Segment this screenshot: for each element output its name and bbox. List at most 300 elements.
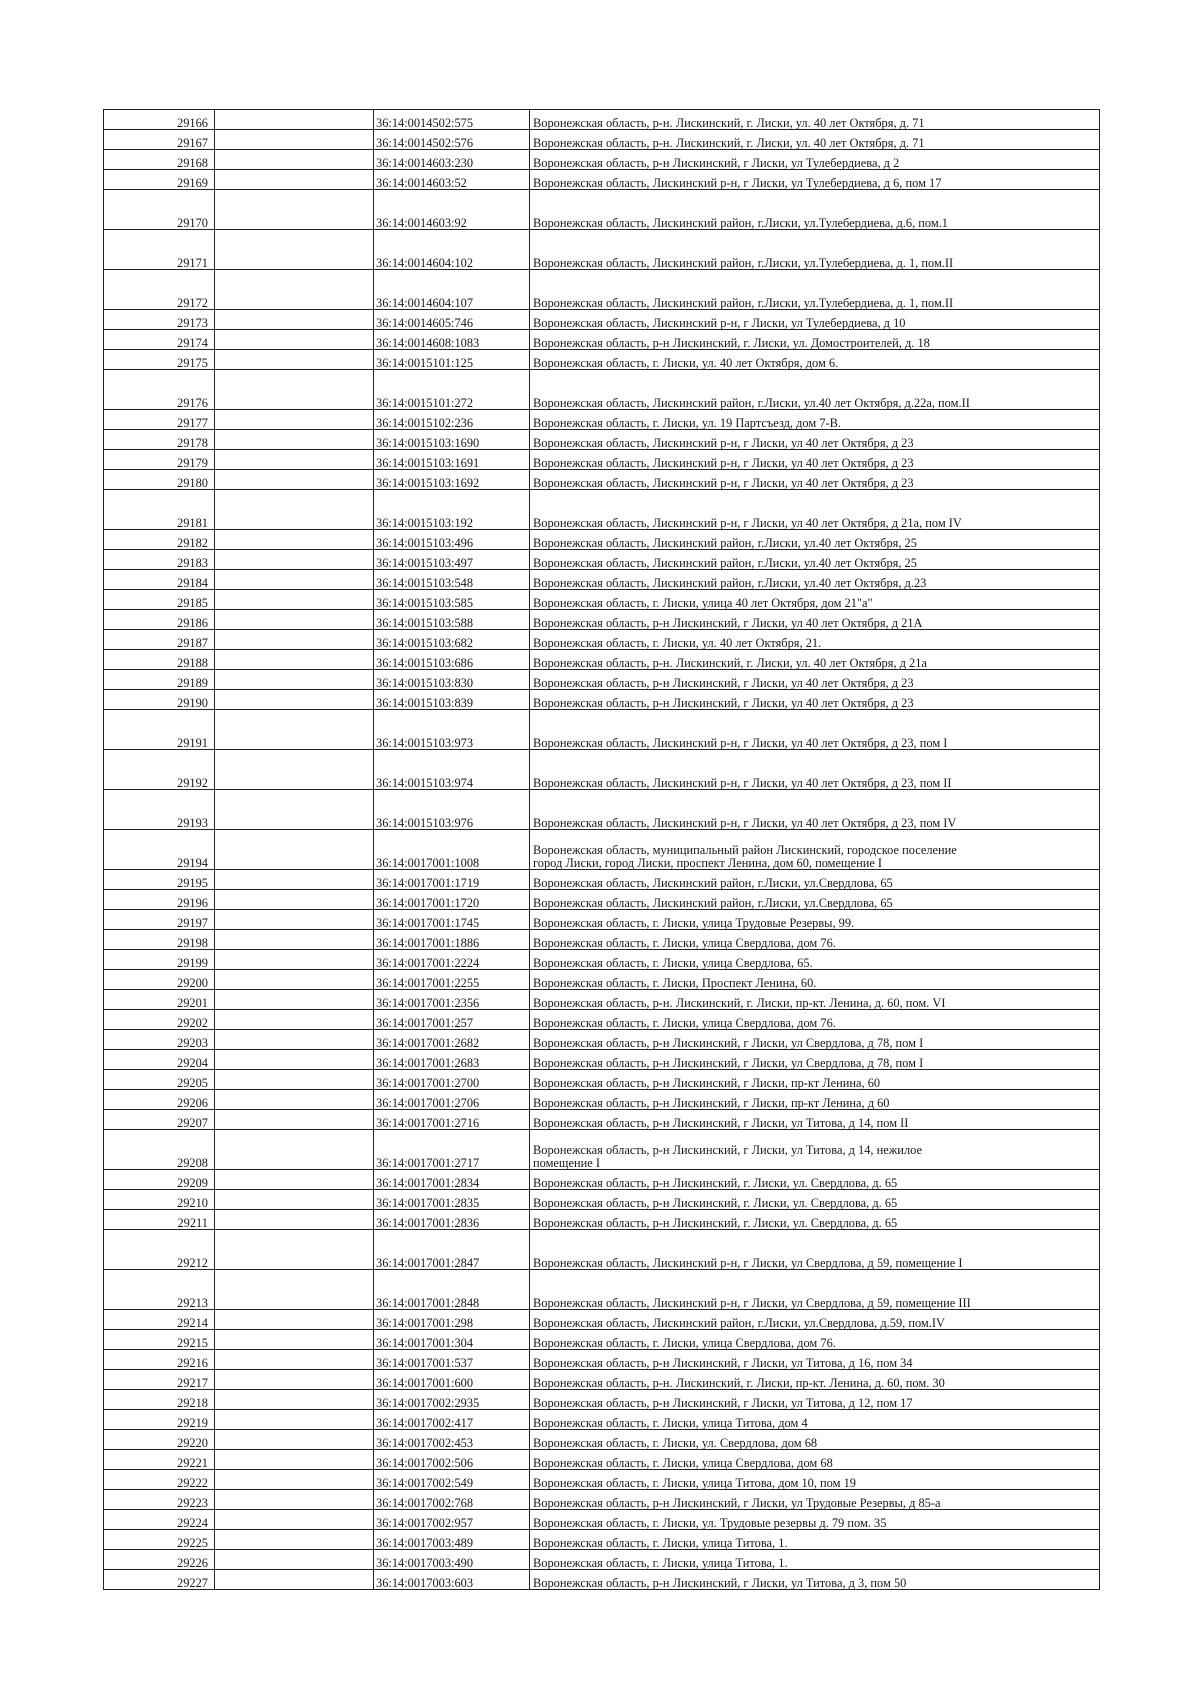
cadastral-number-cell: 36:14:0015101:125 xyxy=(374,350,530,370)
table-row xyxy=(104,1490,1100,1510)
empty-cell xyxy=(215,750,374,790)
address-line: Воронежская область, р-н Лискинский, г Лиски, пр-кт Ленина, д 60 xyxy=(533,1095,890,1110)
address-cell xyxy=(530,1470,1100,1490)
address-line: Воронежская область, р-н Лискинский, г Лиски, ул 40 лет Октября, д 21А xyxy=(533,615,923,630)
table-row xyxy=(104,130,1100,150)
address-line: Воронежская область, Лискинский р-н, г Лиски, ул 40 лет Октября, д 23 xyxy=(533,455,914,470)
cadastral-number-cell: 36:14:0015103:548 xyxy=(374,570,530,590)
empty-cell xyxy=(215,950,374,970)
address-cell xyxy=(530,490,1100,530)
cadastral-number-cell: 36:14:0017002:2935 xyxy=(374,1390,530,1410)
empty-cell xyxy=(215,1330,374,1350)
table-row xyxy=(104,1450,1100,1470)
cadastral-number-cell: 36:14:0017001:600 xyxy=(374,1370,530,1390)
cadastral-number-cell: 36:14:0014604:107 xyxy=(374,270,530,310)
address-line: Воронежская область, Лискинский район, г.Лиски, ул.40 лет Октября, 25 xyxy=(533,535,917,550)
cadastral-number-cell: 36:14:0017001:2706 xyxy=(374,1090,530,1110)
cadastral-number-cell: 36:14:0015103:1692 xyxy=(374,470,530,490)
address-cell xyxy=(530,710,1100,750)
table-row xyxy=(104,870,1100,890)
cadastral-number-cell: 36:14:0014605:746 xyxy=(374,310,530,330)
address-cell xyxy=(530,1010,1100,1030)
empty-cell xyxy=(215,1190,374,1210)
row-number-cell: 29203 xyxy=(104,1030,215,1050)
row-number-cell: 29207 xyxy=(104,1110,215,1130)
empty-cell xyxy=(215,1090,374,1110)
row-number-cell: 29210 xyxy=(104,1190,215,1210)
address-cell xyxy=(530,1490,1100,1510)
cadastral-number-cell: 36:14:0017002:957 xyxy=(374,1510,530,1530)
table-row xyxy=(104,190,1100,230)
row-number-cell: 29226 xyxy=(104,1550,215,1570)
row-number-cell: 29201 xyxy=(104,990,215,1010)
cadastral-number-cell: 36:14:0017001:2834 xyxy=(374,1170,530,1190)
address-cell xyxy=(530,110,1100,130)
address-cell xyxy=(530,230,1100,270)
table-row xyxy=(104,890,1100,910)
row-number-cell: 29174 xyxy=(104,330,215,350)
row-number-cell: 29172 xyxy=(104,270,215,310)
table-row xyxy=(104,1390,1100,1410)
address-cell xyxy=(530,1310,1100,1330)
row-number-cell: 29181 xyxy=(104,490,215,530)
address-cell xyxy=(530,1030,1100,1050)
address-line: помещение I xyxy=(533,1155,600,1170)
row-number-cell: 29189 xyxy=(104,670,215,690)
row-number-cell: 29175 xyxy=(104,350,215,370)
table-row xyxy=(104,1470,1100,1490)
address-cell xyxy=(530,690,1100,710)
table-row xyxy=(104,1350,1100,1370)
table-row xyxy=(104,610,1100,630)
cadastral-number-cell: 36:14:0017001:2224 xyxy=(374,950,530,970)
address-line: Воронежская область, р-н Лискинский, г Лиски, ул 40 лет Октября, д 23 xyxy=(533,695,914,710)
address-cell xyxy=(530,750,1100,790)
address-cell xyxy=(530,1330,1100,1350)
cadastral-number-cell: 36:14:0015103:1691 xyxy=(374,450,530,470)
address-line: Воронежская область, Лискинский р-н, г Лиски, ул 40 лет Октября, д 23, пом I xyxy=(533,735,948,750)
table-row xyxy=(104,1050,1100,1070)
empty-cell xyxy=(215,1130,374,1170)
cadastral-number-cell: 36:14:0017001:1886 xyxy=(374,930,530,950)
cadastral-number-cell: 36:14:0015103:976 xyxy=(374,790,530,830)
address-cell xyxy=(530,1550,1100,1570)
table-row xyxy=(104,1410,1100,1430)
address-line: Воронежская область, Лискинский р-н, г Лиски, ул 40 лет Октября, д 23, пом IV xyxy=(533,815,957,830)
row-number-cell: 29179 xyxy=(104,450,215,470)
address-line: Воронежская область, Лискинский район, г.Лиски, ул.Свердлова, д.59, пом.IV xyxy=(533,1315,945,1330)
cadastral-number-cell: 36:14:0015103:839 xyxy=(374,690,530,710)
empty-cell xyxy=(215,1170,374,1190)
table-row xyxy=(104,150,1100,170)
address-cell xyxy=(530,450,1100,470)
address-line: Воронежская область, Лискинский р-н, г Лиски, ул Свердлова, д 59, помещение III xyxy=(533,1295,971,1310)
table-row xyxy=(104,570,1100,590)
row-number-cell: 29216 xyxy=(104,1350,215,1370)
row-number-cell: 29171 xyxy=(104,230,215,270)
row-number-cell: 29222 xyxy=(104,1470,215,1490)
cadastral-number-cell: 36:14:0014604:102 xyxy=(374,230,530,270)
empty-cell xyxy=(215,990,374,1010)
address-cell xyxy=(530,1110,1100,1130)
row-number-cell: 29215 xyxy=(104,1330,215,1350)
address-cell xyxy=(530,170,1100,190)
row-number-cell: 29193 xyxy=(104,790,215,830)
address-cell xyxy=(530,650,1100,670)
address-line: Воронежская область, р-н Лискинский, г Лиски, ул Титова, д 3, пом 50 xyxy=(533,1575,907,1590)
registry-table-body xyxy=(104,110,1100,1590)
empty-cell xyxy=(215,350,374,370)
table-row xyxy=(104,1170,1100,1190)
row-number-cell: 29168 xyxy=(104,150,215,170)
cadastral-number-cell: 36:14:0017001:2835 xyxy=(374,1190,530,1210)
cadastral-number-cell: 36:14:0015103:974 xyxy=(374,750,530,790)
table-row xyxy=(104,1030,1100,1050)
empty-cell xyxy=(215,1490,374,1510)
address-line: Воронежская область, р-н Лискинский, г. Лиски, ул. Свердлова, д. 65 xyxy=(533,1195,898,1210)
empty-cell xyxy=(215,1350,374,1370)
cadastral-number-cell: 36:14:0017002:417 xyxy=(374,1410,530,1430)
row-number-cell: 29224 xyxy=(104,1510,215,1530)
table-row xyxy=(104,470,1100,490)
cadastral-number-cell: 36:14:0017001:1719 xyxy=(374,870,530,890)
address-line: Воронежская область, Лискинский р-н, г Лиски, ул 40 лет Октября, д 23, пом II xyxy=(533,775,952,790)
address-line: Воронежская область, р-н Лискинский, г. Лиски, ул. Домостроителей, д. 18 xyxy=(533,335,930,350)
address-line: Воронежская область, р-н Лискинский, г Лиски, пр-кт Ленина, 60 xyxy=(533,1075,881,1090)
address-cell xyxy=(530,1270,1100,1310)
empty-cell xyxy=(215,1510,374,1530)
cadastral-number-cell: 36:14:0017001:2356 xyxy=(374,990,530,1010)
empty-cell xyxy=(215,410,374,430)
cadastral-number-cell: 36:14:0017001:1745 xyxy=(374,910,530,930)
row-number-cell: 29169 xyxy=(104,170,215,190)
table-row xyxy=(104,1430,1100,1450)
address-cell xyxy=(530,910,1100,930)
table-row xyxy=(104,970,1100,990)
table-row xyxy=(104,1090,1100,1110)
row-number-cell: 29205 xyxy=(104,1070,215,1090)
address-line: Воронежская область, р-н Лискинский, г Лиски, ул Тулебердиева, д 2 xyxy=(533,155,900,170)
row-number-cell: 29219 xyxy=(104,1410,215,1430)
address-line: Воронежская область, р-н. Лискинский, г. Лиски, пр-кт. Ленина, д. 60, пом. VI xyxy=(533,995,946,1010)
row-number-cell: 29195 xyxy=(104,870,215,890)
table-row xyxy=(104,930,1100,950)
table-row xyxy=(104,1230,1100,1270)
address-line: Воронежская область, г. Лиски, улица Титова, дом 4 xyxy=(533,1415,808,1430)
address-cell xyxy=(530,610,1100,630)
table-row xyxy=(104,1130,1100,1170)
empty-cell xyxy=(215,570,374,590)
cadastral-number-cell: 36:14:0014603:230 xyxy=(374,150,530,170)
address-line: Воронежская область, Лискинский район, г.Лиски, ул.Тулебердиева, д. 1, пом.II xyxy=(533,295,954,310)
address-cell xyxy=(530,1170,1100,1190)
row-number-cell: 29187 xyxy=(104,630,215,650)
address-cell xyxy=(530,570,1100,590)
address-cell xyxy=(530,1350,1100,1370)
address-cell xyxy=(530,1410,1100,1430)
table-row xyxy=(104,830,1100,870)
address-line: Воронежская область, р-н Лискинский, г Лиски, ул Свердлова, д 78, пом I xyxy=(533,1035,924,1050)
table-row xyxy=(104,490,1100,530)
cadastral-number-cell: 36:14:0015102:236 xyxy=(374,410,530,430)
address-line: Воронежская область, р-н. Лискинский, г. Лиски, ул. 40 лет Октября, д. 71 xyxy=(533,135,925,150)
empty-cell xyxy=(215,1530,374,1550)
cadastral-number-cell: 36:14:0015101:272 xyxy=(374,370,530,410)
cadastral-number-cell: 36:14:0017001:298 xyxy=(374,1310,530,1330)
row-number-cell: 29213 xyxy=(104,1270,215,1310)
table-row xyxy=(104,430,1100,450)
cadastral-number-cell: 36:14:0015103:497 xyxy=(374,550,530,570)
row-number-cell: 29196 xyxy=(104,890,215,910)
row-number-cell: 29170 xyxy=(104,190,215,230)
empty-cell xyxy=(215,870,374,890)
cadastral-number-cell: 36:14:0017001:2700 xyxy=(374,1070,530,1090)
row-number-cell: 29191 xyxy=(104,710,215,750)
empty-cell xyxy=(215,430,374,450)
row-number-cell: 29199 xyxy=(104,950,215,970)
table-row xyxy=(104,270,1100,310)
cadastral-number-cell: 36:14:0017001:2683 xyxy=(374,1050,530,1070)
address-line: Воронежская область, р-н Лискинский, г. Лиски, ул. Свердлова, д. 65 xyxy=(533,1215,898,1230)
row-number-cell: 29202 xyxy=(104,1010,215,1030)
row-number-cell: 29173 xyxy=(104,310,215,330)
table-row xyxy=(104,1110,1100,1130)
row-number-cell: 29221 xyxy=(104,1450,215,1470)
row-number-cell: 29209 xyxy=(104,1170,215,1190)
cadastral-number-cell: 36:14:0017001:2848 xyxy=(374,1270,530,1310)
cadastral-number-cell: 36:14:0017001:2847 xyxy=(374,1230,530,1270)
cadastral-number-cell: 36:14:0014603:52 xyxy=(374,170,530,190)
table-row xyxy=(104,410,1100,430)
address-cell xyxy=(530,430,1100,450)
cadastral-number-cell: 36:14:0015103:192 xyxy=(374,490,530,530)
address-line: Воронежская область, г. Лиски, ул. 40 лет Октября, дом 6. xyxy=(533,355,839,370)
address-line: Воронежская область, г. Лиски, Проспект Ленина, 60. xyxy=(533,975,817,990)
row-number-cell: 29188 xyxy=(104,650,215,670)
address-cell xyxy=(530,890,1100,910)
cadastral-number-cell: 36:14:0017001:2682 xyxy=(374,1030,530,1050)
table-row xyxy=(104,990,1100,1010)
empty-cell xyxy=(215,590,374,610)
table-row xyxy=(104,350,1100,370)
address-line: Воронежская область, Лискинский район, г.Лиски, ул.40 лет Октября, д.23 xyxy=(533,575,927,590)
empty-cell xyxy=(215,1210,374,1230)
address-line: Воронежская область, г. Лиски, улица Свердлова, 65. xyxy=(533,955,813,970)
address-line: Воронежская область, г. Лиски, улица Титова, 1. xyxy=(533,1555,788,1570)
cadastral-number-cell: 36:14:0014502:575 xyxy=(374,110,530,130)
empty-cell xyxy=(215,1430,374,1450)
address-line: Воронежская область, г. Лиски, улица Трудовые Резервы, 99. xyxy=(533,915,855,930)
address-cell xyxy=(530,130,1100,150)
row-number-cell: 29183 xyxy=(104,550,215,570)
row-number-cell: 29218 xyxy=(104,1390,215,1410)
cadastral-number-cell: 36:14:0015103:686 xyxy=(374,650,530,670)
table-row xyxy=(104,950,1100,970)
row-number-cell: 29208 xyxy=(104,1130,215,1170)
address-cell xyxy=(530,1390,1100,1410)
address-line: Воронежская область, г. Лиски, улица Свердлова, дом 76. xyxy=(533,935,836,950)
row-number-cell: 29178 xyxy=(104,430,215,450)
address-cell xyxy=(530,370,1100,410)
table-row xyxy=(104,1510,1100,1530)
address-line: Воронежская область, р-н Лискинский, г Лиски, ул Титова, д 14, пом II xyxy=(533,1115,909,1130)
table-row xyxy=(104,450,1100,470)
address-cell xyxy=(530,630,1100,650)
empty-cell xyxy=(215,1050,374,1070)
row-number-cell: 29217 xyxy=(104,1370,215,1390)
address-line: Воронежская область, р-н Лискинский, г Лиски, ул Титова, д 16, пом 34 xyxy=(533,1355,913,1370)
address-line: Воронежская область, г. Лиски, ул. 19 Партсъезд, дом 7-В. xyxy=(533,415,842,430)
address-cell xyxy=(530,530,1100,550)
empty-cell xyxy=(215,1370,374,1390)
row-number-cell: 29197 xyxy=(104,910,215,930)
address-line: Воронежская область, г. Лиски, улица Свердлова, дом 76. xyxy=(533,1335,836,1350)
row-number-cell: 29227 xyxy=(104,1570,215,1590)
table-row xyxy=(104,530,1100,550)
empty-cell xyxy=(215,530,374,550)
empty-cell xyxy=(215,1470,374,1490)
empty-cell xyxy=(215,910,374,930)
address-line: Воронежская область, р-н Лискинский, г Лиски, ул Свердлова, д 78, пом I xyxy=(533,1055,924,1070)
empty-cell xyxy=(215,330,374,350)
table-row xyxy=(104,910,1100,930)
row-number-cell: 29225 xyxy=(104,1530,215,1550)
row-number-cell: 29204 xyxy=(104,1050,215,1070)
cadastral-number-cell: 36:14:0017002:506 xyxy=(374,1450,530,1470)
address-line: Воронежская область, Лискинский р-н, г Лиски, ул 40 лет Октября, д 23 xyxy=(533,475,914,490)
address-cell xyxy=(530,1190,1100,1210)
address-line: Воронежская область, Лискинский р-н, г Лиски, ул Тулебердиева, д 6, пом 17 xyxy=(533,175,942,190)
address-line: Воронежская область, Лискинский район, г.Лиски, ул.Свердлова, 65 xyxy=(533,895,893,910)
empty-cell xyxy=(215,450,374,470)
address-line: Воронежская область, р-н Лискинский, г Лиски, ул Титова, д 12, пом 17 xyxy=(533,1395,913,1410)
empty-cell xyxy=(215,830,374,870)
empty-cell xyxy=(215,1310,374,1330)
table-row xyxy=(104,750,1100,790)
table-row xyxy=(104,110,1100,130)
table-row xyxy=(104,1570,1100,1590)
empty-cell xyxy=(215,550,374,570)
address-cell xyxy=(530,1510,1100,1530)
empty-cell xyxy=(215,710,374,750)
address-cell xyxy=(530,670,1100,690)
address-cell xyxy=(530,930,1100,950)
address-line: Воронежская область, г. Лиски, ул. 40 лет Октября, 21. xyxy=(533,635,822,650)
row-number-cell: 29190 xyxy=(104,690,215,710)
address-line: Воронежская область, р-н Лискинский, г Лиски, ул Титова, д 14, нежилое xyxy=(533,1143,922,1157)
address-line: Воронежская область, Лискинский район, г.Лиски, ул.40 лет Октября, 25 xyxy=(533,555,917,570)
table-row xyxy=(104,330,1100,350)
address-cell xyxy=(530,310,1100,330)
cadastral-number-cell: 36:14:0014502:576 xyxy=(374,130,530,150)
address-cell xyxy=(530,1130,1100,1170)
cadastral-number-cell: 36:14:0017003:490 xyxy=(374,1550,530,1570)
empty-cell xyxy=(215,310,374,330)
table-row xyxy=(104,1310,1100,1330)
address-line: Воронежская область, г. Лиски, улица Свердлова, дом 76. xyxy=(533,1015,836,1030)
empty-cell xyxy=(215,370,374,410)
table-row xyxy=(104,1190,1100,1210)
address-cell xyxy=(530,270,1100,310)
address-line: Воронежская область, г. Лиски, ул. Трудовые резервы д. 79 пом. 35 xyxy=(533,1515,887,1530)
cadastral-number-cell: 36:14:0017001:2717 xyxy=(374,1130,530,1170)
address-line: Воронежская область, Лискинский район, г.Лиски, ул.40 лет Октября, д.22а, пом.II xyxy=(533,395,970,410)
address-line: Воронежская область, р-н. Лискинский, г. Лиски, ул. 40 лет Октября, д 21а xyxy=(533,655,927,670)
empty-cell xyxy=(215,790,374,830)
address-cell xyxy=(530,190,1100,230)
row-number-cell: 29194 xyxy=(104,830,215,870)
address-cell xyxy=(530,950,1100,970)
table-row xyxy=(104,1270,1100,1310)
empty-cell xyxy=(215,610,374,630)
address-cell xyxy=(530,590,1100,610)
table-row xyxy=(104,230,1100,270)
empty-cell xyxy=(215,690,374,710)
cadastral-number-cell: 36:14:0017001:2716 xyxy=(374,1110,530,1130)
empty-cell xyxy=(215,1550,374,1570)
table-row xyxy=(104,1530,1100,1550)
address-cell xyxy=(530,470,1100,490)
empty-cell xyxy=(215,150,374,170)
empty-cell xyxy=(215,890,374,910)
address-cell xyxy=(530,550,1100,570)
cadastral-number-cell: 36:14:0015103:585 xyxy=(374,590,530,610)
table-row xyxy=(104,790,1100,830)
empty-cell xyxy=(215,970,374,990)
empty-cell xyxy=(215,190,374,230)
empty-cell xyxy=(215,1410,374,1430)
row-number-cell: 29206 xyxy=(104,1090,215,1110)
address-cell xyxy=(530,1210,1100,1230)
address-cell xyxy=(530,410,1100,430)
cadastral-number-cell: 36:14:0015103:1690 xyxy=(374,430,530,450)
address-cell xyxy=(530,1230,1100,1270)
table-row xyxy=(104,1550,1100,1570)
cadastral-number-cell: 36:14:0017001:1008 xyxy=(374,830,530,870)
address-line: Воронежская область, р-н. Лискинский, г. Лиски, ул. 40 лет Октября, д. 71 xyxy=(533,115,925,130)
address-cell xyxy=(530,1090,1100,1110)
address-line: Воронежская область, г. Лиски, улица Титова, дом 10, пом 19 xyxy=(533,1475,856,1490)
row-number-cell: 29200 xyxy=(104,970,215,990)
cadastral-number-cell: 36:14:0017001:2836 xyxy=(374,1210,530,1230)
address-line: город Лиски, город Лиски, проспект Ленина, дом 60, помещение I xyxy=(533,855,883,870)
row-number-cell: 29185 xyxy=(104,590,215,610)
address-cell xyxy=(530,1430,1100,1450)
address-cell xyxy=(530,1570,1100,1590)
empty-cell xyxy=(215,1450,374,1470)
cadastral-number-cell: 36:14:0017001:257 xyxy=(374,1010,530,1030)
address-line: Воронежская область, Лискинский р-н, г Лиски, ул Свердлова, д 59, помещение I xyxy=(533,1255,963,1270)
cadastral-number-cell: 36:14:0015103:973 xyxy=(374,710,530,750)
empty-cell xyxy=(215,1070,374,1090)
cadastral-number-cell: 36:14:0015103:830 xyxy=(374,670,530,690)
table-row xyxy=(104,710,1100,750)
address-cell xyxy=(530,970,1100,990)
address-cell xyxy=(530,1370,1100,1390)
address-cell xyxy=(530,990,1100,1010)
row-number-cell: 29211 xyxy=(104,1210,215,1230)
address-cell xyxy=(530,1070,1100,1090)
address-cell xyxy=(530,790,1100,830)
empty-cell xyxy=(215,110,374,130)
row-number-cell: 29182 xyxy=(104,530,215,550)
empty-cell xyxy=(215,270,374,310)
address-line: Воронежская область, р-н Лискинский, г. Лиски, ул. Свердлова, д. 65 xyxy=(533,1175,898,1190)
empty-cell xyxy=(215,650,374,670)
table-row xyxy=(104,1330,1100,1350)
row-number-cell: 29177 xyxy=(104,410,215,430)
address-line: Воронежская область, Лискинский р-н, г Лиски, ул 40 лет Октября, д 21а, пом IV xyxy=(533,515,962,530)
